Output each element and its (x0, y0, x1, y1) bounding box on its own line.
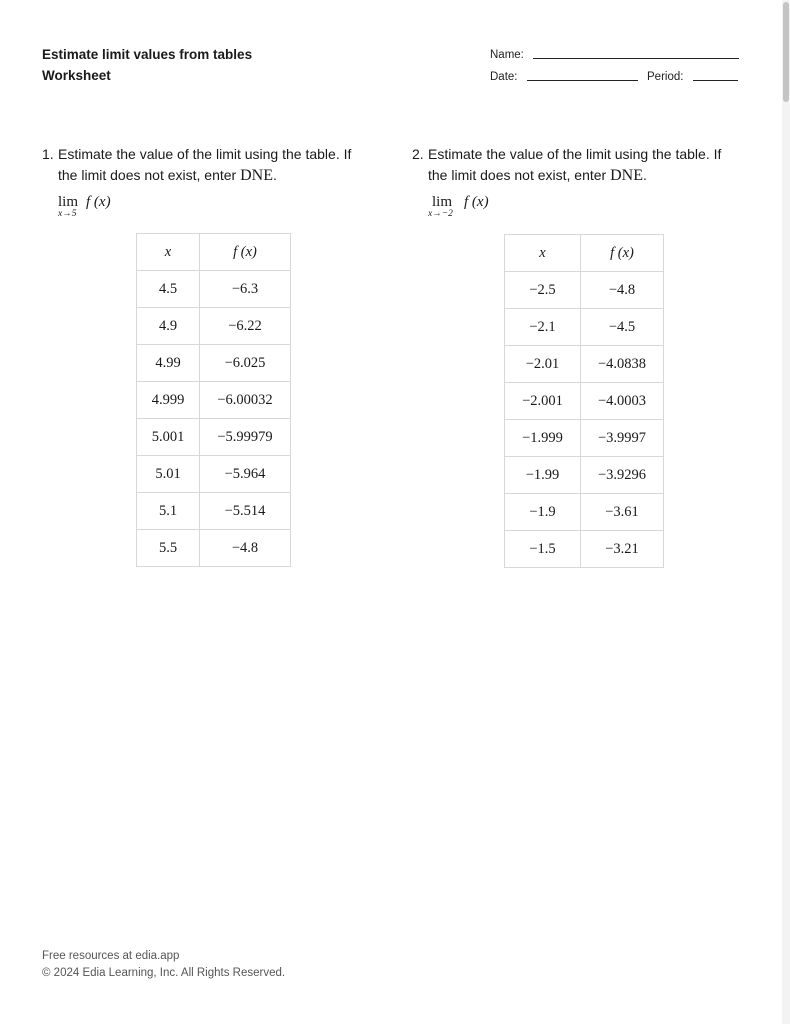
column-header-fx: f (x) (581, 235, 664, 272)
question-2 (412, 144, 742, 186)
question-prompt (58, 144, 372, 186)
prompt-line-1: Estimate the value of the limit using the table. If (58, 146, 352, 162)
footer (42, 948, 285, 982)
prompt-period: . (642, 166, 647, 183)
table-header-row (137, 234, 291, 271)
copyright-notice: © 2024 Edia Learning, Inc. All Rights Reserved. (42, 967, 286, 979)
table-row (137, 530, 291, 567)
table-row (505, 309, 664, 346)
dne-term: DNE (240, 166, 273, 184)
x-cell: 4.9 (137, 308, 200, 345)
fx-cell: −4.5 (581, 309, 664, 346)
fx-cell: −5.99979 (200, 419, 291, 456)
title-line-2: Worksheet (42, 68, 111, 83)
x-cell: −2.1 (505, 309, 581, 346)
table-header-row (505, 235, 664, 272)
lim-word: lim (58, 194, 79, 210)
table-row (137, 308, 291, 345)
table-row (505, 420, 664, 457)
fx-cell: −4.0003 (581, 383, 664, 420)
prompt-line-2-text: the limit does not exist, enter (58, 166, 241, 183)
prompt-line-2 (58, 165, 372, 187)
fx-cell: −5.514 (200, 493, 291, 530)
x-cell: −1.99 (505, 457, 581, 494)
prompt-line-1: Estimate the value of the limit using the table. If (428, 146, 722, 162)
fx-cell: −3.9997 (581, 420, 664, 457)
table-row (505, 457, 664, 494)
column-header-x: x (505, 235, 581, 272)
x-cell: 5.01 (137, 456, 200, 493)
table-row (505, 531, 664, 568)
x-cell: −1.9 (505, 494, 581, 531)
table-row (137, 419, 291, 456)
lim-function: f (x) (464, 194, 489, 210)
x-cell: 5.1 (137, 493, 200, 530)
column-header-x: x (137, 234, 200, 271)
table-row (137, 271, 291, 308)
x-cell: −1.999 (505, 420, 581, 457)
fx-cell: −6.025 (200, 345, 291, 382)
x-cell: −2.01 (505, 346, 581, 383)
fx-cell: −4.0838 (581, 346, 664, 383)
scrollbar-thumb[interactable] (783, 2, 789, 102)
title-line-1: Estimate limit values from tables (42, 47, 253, 62)
fx-cell: −4.8 (200, 530, 291, 567)
fx-cell: −6.3 (200, 271, 291, 308)
fx-cell: −6.22 (200, 308, 291, 345)
lim-subscript: x→5 (58, 209, 77, 219)
lim-function: f (x) (86, 194, 111, 210)
table-row (137, 456, 291, 493)
date-label: Date: (490, 71, 518, 83)
fx-cell: −3.21 (581, 531, 664, 568)
table-row (137, 493, 291, 530)
name-label: Name: (490, 49, 524, 61)
column-header-fx: f (x) (200, 234, 291, 271)
lim-word: lim (432, 194, 453, 210)
fx-cell: −3.61 (581, 494, 664, 531)
x-cell: −2.5 (505, 272, 581, 309)
period-line (693, 80, 738, 81)
x-cell: 4.999 (137, 382, 200, 419)
worksheet-title (42, 44, 252, 86)
x-cell: 4.99 (137, 345, 200, 382)
name-line (533, 58, 739, 59)
table-row (137, 382, 291, 419)
table-row (505, 494, 664, 531)
date-line (527, 80, 638, 81)
prompt-line-2 (428, 165, 742, 187)
values-table-2 (504, 234, 664, 568)
lim-subscript: x→−2 (428, 209, 453, 219)
question-prompt (428, 144, 742, 186)
period-label: Period: (647, 71, 684, 83)
x-cell: 4.5 (137, 271, 200, 308)
dne-term: DNE (610, 166, 643, 184)
prompt-period: . (272, 166, 277, 183)
fx-cell: −6.00032 (200, 382, 291, 419)
table-row (137, 345, 291, 382)
prompt-line-2-text: the limit does not exist, enter (428, 166, 611, 183)
x-cell: 5.5 (137, 530, 200, 567)
x-cell: −2.001 (505, 383, 581, 420)
fx-cell: −5.964 (200, 456, 291, 493)
table-row (505, 272, 664, 309)
table-row (505, 383, 664, 420)
vertical-scrollbar[interactable] (782, 0, 790, 1024)
x-cell: −1.5 (505, 531, 581, 568)
fx-cell: −4.8 (581, 272, 664, 309)
footer-link-text[interactable]: Free resources at edia.app (42, 950, 180, 962)
question-number: 2. (412, 146, 424, 162)
question-number: 1. (42, 146, 54, 162)
x-cell: 5.001 (137, 419, 200, 456)
table-row (505, 346, 664, 383)
values-table-1 (136, 233, 291, 567)
fx-cell: −3.9296 (581, 457, 664, 494)
question-1 (42, 144, 372, 186)
